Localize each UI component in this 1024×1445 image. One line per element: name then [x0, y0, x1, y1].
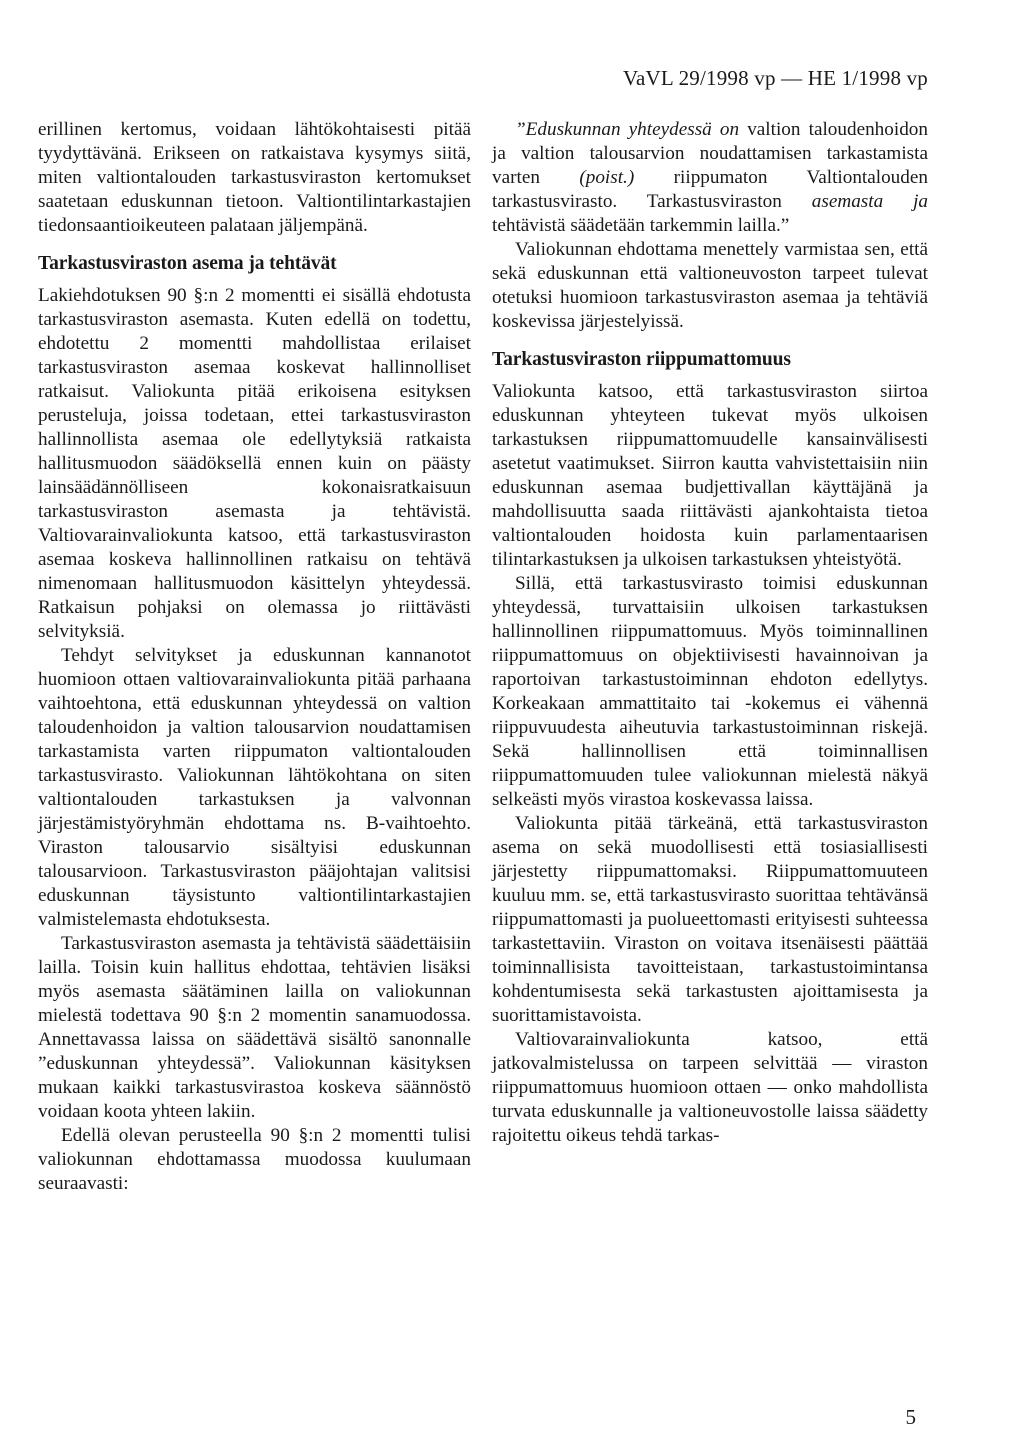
paragraph: Valtiovarainvaliokunta katsoo, että jatkovalmistelussa on tarpeen selvittää — viraston riippumattomuus huomioon ottaen — onko mahdollista turvata eduskunnalle ja valtioneuvostolle laissa säädetty rajoitettu oikeus tehdä tarkas- — [492, 1029, 928, 1146]
paragraph: Sillä, että tarkastusvirasto toimisi eduskunnan yhteydessä, turvattaisiin ulkoisen tarkastuksen hallinnollinen riippumattomuus. Myös toiminnallinen riippumattomuus on objektiivisesti havainnoivan ja raportoivan tarkastustoiminnan ehdoton edellytys. Korkeakaan ammattitaito tai -kokemus ei vähennä riippuvuudesta aiheutuvia tarkastustoiminnan riskejä. Sekä hallinnollisen että toiminnallisen riippumattomuuden tulee valiokunnan mielestä näkyä selkeästi myös virastoa koskevassa laissa. — [492, 573, 928, 810]
section-heading: Tarkastusviraston riippumattomuus — [492, 349, 791, 370]
quote-emphasis: asemasta ja — [811, 191, 929, 212]
paragraph: Tehdyt selvitykset ja eduskunnan kannanotot huomioon ottaen valtiovarainvaliokunta pitää parhaana vaihtoehtona, että eduskunnan yhteydessä on valtion taloudenhoidon ja valtion talousarvion noudattamisen tarkastamista varten riippumaton valtiontalouden tarkastusvirasto. Valiokunnan lähtökohtana on siten valtiontalouden tarkastuksen ja valvonnan järjestämistyöryhmän ehdottama ns. B-vaihtoehto. Viraston talousarvio sisältyisi eduskunnan talousarvioon. Tarkastusviraston pääjohtajan valitsisi eduskunnan täysistunto valtiontilintarkastajien valmistelemasta ehdotuksesta. — [38, 645, 471, 930]
running-header: VaVL 29/1998 vp — HE 1/1998 vp — [622, 66, 928, 90]
quote-text: riippumaton Valtiontalouden tarkastusvirasto. Tarkastusviraston — [492, 167, 928, 212]
quote-text: tehtävistä säädetään tarkemmin lailla.” — [492, 215, 790, 236]
right-column — [492, 118, 928, 1148]
paragraph: Lakiehdotuksen 90 §:n 2 momentti ei sisällä ehdotusta tarkastusviraston asemasta. Kuten edellä on todettu, ehdotettu 2 momentti mahdollistaa erilaiset tarkastusviraston asemaa koskevat hallinnolliset ratkaisut. Valiokunta pitää erikoisena esityksen perusteluja, joissa todetaan, ettei tarkastusviraston hallinnollista asemaa ole edellytyksiä ratkaista hallitusmuodon säädöksellä ennen kuin on päästy lainsäädännölliseen kokonaisratkaisuun tarkastusviraston asemasta ja tehtävistä. Valtiovarainvaliokunta katsoo, että tarkastusviraston asemaa koskeva hallinnollinen ratkaisu on tehtävä nimenomaan hallitusmuodon käsittelyn yhteydessä. Ratkaisun pohjaksi on olemassa jo riittävästi selvityksiä. — [38, 285, 471, 642]
quote-emphasis: ”Eduskunnan yhteydessä on — [515, 119, 740, 140]
quoted-law-text — [492, 118, 928, 238]
paragraph: Valiokunta pitää tärkeänä, että tarkastusviraston asema on sekä muodollisesti että tosiasiallisesti järjestetty riippumattomaksi. Riippumattomuuteen kuuluu mm. se, että tarkastusvirasto suorittaa tehtävänsä riippumattomasti ja puolueettomasti erityisesti suhteessa tarkastettaviin. Viraston on voitava itsenäisesti päättää toiminnallisista tavoitteistaan, tarkastustoimintansa kohdentumisesta sekä tarkastusten ajoittamisesta ja suorittamistavoista. — [492, 813, 928, 1026]
paragraph: Tarkastusviraston asemasta ja tehtävistä säädettäisiin lailla. Toisin kuin hallitus ehdottaa, tehtävien lisäksi myös asemasta säätäminen lailla on valiokunnan mielestä todettava 90 §:n 2 momentin sanamuodossa. Annettavassa laissa on säädettävä sisältö sanonnalle ”eduskunnan yhteydessä”. Valiokunnan käsityksen mukaan kaikki tarkastusvirastoa koskeva säännöstö voidaan koota yhteen lakiin. — [38, 933, 471, 1122]
section-heading: Tarkastusviraston asema ja tehtävät — [38, 253, 337, 274]
paragraph: Edellä olevan perusteella 90 §:n 2 momentti tulisi valiokunnan ehdottamassa muodossa kuulumaan seuraavasti: — [38, 1125, 471, 1194]
quote-emphasis: (poist.) — [579, 167, 635, 188]
paragraph: Valiokunnan ehdottama menettely varmistaa sen, että sekä eduskunnan että valtioneuvoston tarpeet tulevat otetuksi huomioon tarkastusviraston asemaa ja tehtäviä koskevissa järjestelyissä. — [492, 239, 928, 332]
paragraph: erillinen kertomus, voidaan lähtökohtaisesti pitää tyydyttävänä. Erikseen on ratkaistava kysymys siitä, miten valtiontalouden tarkastusviraston kertomukset saatetaan eduskunnan tietoon. Valtiontilintarkastajien tiedonsaantioikeuteen palataan jäljempänä. — [38, 119, 471, 236]
left-column — [38, 118, 471, 1196]
page-number: 5 — [905, 1405, 916, 1429]
paragraph: Valiokunta katsoo, että tarkastusviraston siirtoa eduskunnan yhteyteen tukevat myös ulkoisen tarkastuksen riippumattomuudelle kansainvälisesti asetetut vaatimukset. Siirron kautta vahvistettaisiin niin eduskunnan asemaa budjettivallan käyttäjänä ja mahdollisuutta saada riittävästi ajankohtaista tietoa valtiontalouden hoidosta kuin parlamentaarisen tilintarkastuksen ja ulkoisen tarkastuksen yhteistyötä. — [492, 381, 928, 570]
quote-text: valtion taloudenhoidon ja valtion talousarvion noudattamisen tarkastamista varten — [492, 119, 928, 188]
